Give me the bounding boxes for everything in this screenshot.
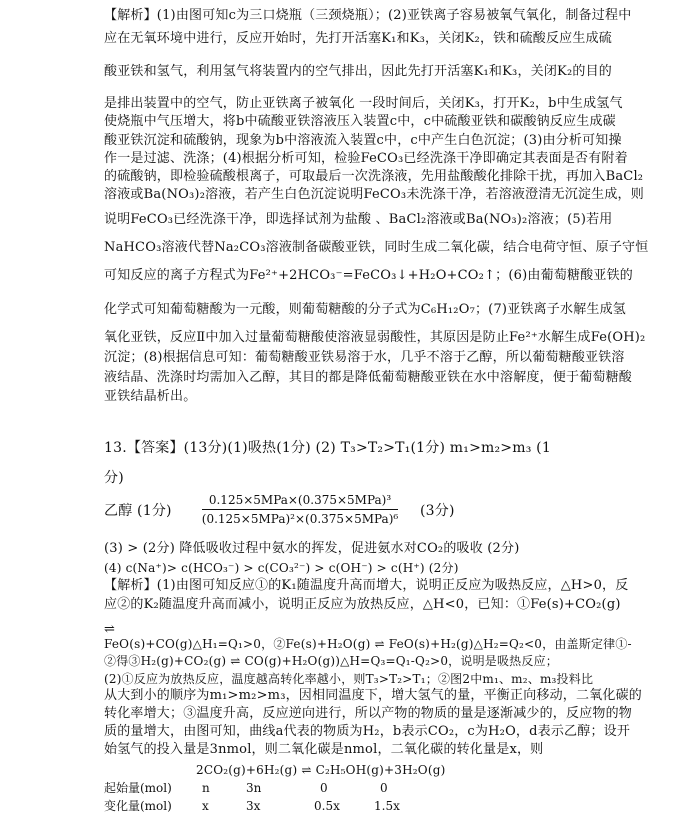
equilibrium-constant-fraction <box>200 493 400 526</box>
q13-analysis-line-8: 质的量增大，由图可知，曲线a代表的物质为H₂，b表示CO₂，c为H₂O，d表示乙醇；设开 <box>104 724 631 739</box>
cell-initial-ethanol: 0 <box>320 781 328 795</box>
q13-analysis-line-5: (2)①反应为放热反应，温度越高转化率越小，则T₃>T₂>T₁；②图2中m₁、m₂、m₃投料比 <box>104 672 594 686</box>
cell-initial-water: 0 <box>380 781 388 795</box>
q12-line-17: 亚铁结晶析出。 <box>104 389 197 404</box>
equilibrium-arrow: ⇌ <box>104 622 115 637</box>
q13-analysis-line-6: 从大到小的顺序为m₁>m₂>m₃，因相同温度下，增大氢气的量，平衡正向移动，二氧化碳的 <box>104 688 643 703</box>
q12-line-9: 溶液或Ba(NO₃)₂溶液，若产生白色沉淀说明FeCO₃未洗涤干净，若溶液澄清无沉淀生成，则 <box>104 187 644 202</box>
cell-change-h2: 3x <box>246 799 261 813</box>
fraction-score: (3分) <box>420 503 455 519</box>
q13-analysis-line-7: 转化率增大；③温度升高，反应逆向进行，所以产物的物质的量是逐渐减少的，反应物的物 <box>104 706 633 721</box>
q12-line-1: 【解析】(1)由图可知c为三口烧瓶（三颈烧瓶）；(2)亚铁离子容易被氧气氧化，制备过程中 <box>104 8 632 23</box>
q13-answer-line-2: 分) <box>104 470 124 486</box>
q12-line-6: 酸亚铁沉淀和硫酸钠，现象为b中溶液流入装置c中，c中产生白色沉淀；(3)由分析可知操 <box>104 133 622 148</box>
ethanol-label: 乙醇 (1分) <box>104 503 172 519</box>
fraction-denominator: (0.125×5MPa)²×(0.375×5MPa)⁶ <box>201 512 399 526</box>
row-label-change: 变化量(mol) <box>104 799 172 813</box>
q12-line-4: 是排出装置中的空气，防止亚铁离子被氧化 一段时间后，关闭K₃，打开K₂，b中生成氢气 <box>104 96 623 111</box>
cell-change-co2: x <box>202 799 209 813</box>
q12-line-8: 的硫酸钠，即检验硫酸根离子，可取最后一次洗涤液，先用盐酸酸化排除干扰，再加入BaCl₂ <box>104 169 644 184</box>
reaction-equation: 2CO₂(g)+6H₂(g) ⇌ C₂H₅OH(g)+3H₂O(g) <box>196 763 446 777</box>
q13-analysis-line-3: FeO(s)+CO(g)△H₁=Q₁>0，②Fe(s)+H₂O(g) ⇌ FeO(s)+H₂(g)△H₂=Q₂<0，由盖斯定律①- <box>104 637 632 651</box>
q12-line-10: 说明FeCO₃已经洗涤干净，即选择试剂为盐酸 、BaCl₂溶液或Ba(NO₃)₂溶液；(5)若用 <box>104 212 613 227</box>
reaction-table <box>104 780 664 816</box>
q13-analysis-line-2: 应②的K₂随温度升高而减小，说明正反应为放热反应，△H<0，已知：①Fe(s)+CO₂(g) <box>104 597 621 612</box>
q13-answer-line-4: (4) c(Na⁺)> c(HCO₃⁻) > c(CO₃²⁻) > c(OH⁻) > c(H⁺) (2分) <box>104 561 459 575</box>
row-label-initial: 起始量(mol) <box>104 781 172 795</box>
q13-answer-line-1: 13.【答案】(13分)(1)吸热(1分) (2) T₃>T₂>T₁(1分) m₁>m₂>m₃ (1 <box>104 440 551 456</box>
cell-initial-h2: 3n <box>246 781 262 795</box>
q12-line-13: 化学式可知葡萄糖酸为一元酸，则葡萄糖酸的分子式为C₆H₁₂O₇；(7)亚铁离子水解生成氢 <box>104 302 627 317</box>
q13-answer-line-3: (3) > (2分) 降低吸收过程中氨水的挥发，促进氨水对CO₂的吸收 (2分) <box>104 541 520 556</box>
q12-line-2: 应在无氧环境中进行，反应开始时，先打开活塞K₁和K₃，关闭K₂，铁和硫酸反应生成硫 <box>104 31 612 46</box>
cell-initial-co2: n <box>202 781 210 795</box>
q12-line-5: 使烧瓶中气压增大，将b中硫酸亚铁溶液压入装置c中，c中硫酸亚铁和碳酸钠反应生成碳 <box>104 114 616 129</box>
cell-change-ethanol: 0.5x <box>314 799 340 813</box>
q12-line-12: 可知反应的离子方程式为Fe²⁺+2HCO₃⁻=FeCO₃↓+H₂O+CO₂↑；(6)由葡萄糖酸亚铁的 <box>104 268 633 283</box>
q12-line-16: 液结晶、洗涤时均需加入乙醇，其目的都是降低葡萄糖酸亚铁在水中溶解度，便于葡萄糖酸 <box>104 370 633 385</box>
q12-line-14: 氧化亚铁，反应Ⅱ中加入过量葡萄糖酸使溶液显弱酸性，其原因是防止Fe²⁺水解生成Fe(OH)₂ <box>104 330 646 345</box>
q12-line-7: 作一是过滤、洗涤；(4)根据分析可知，检验FeCO₃已经洗涤干净即确定其表面是否有附着 <box>104 151 628 166</box>
q12-line-3: 酸亚铁和氢气，利用氢气将装置内的空气排出，因此先打开活塞K₁和K₃，关闭K₂的目的 <box>104 64 612 79</box>
fraction-numerator: 0.125×5MPa×(0.375×5MPa)³ <box>208 493 392 507</box>
q12-line-15: 沉淀；(8)根据信息可知：葡萄糖酸亚铁易溶于水，几乎不溶于乙醇，所以葡萄糖酸亚铁溶 <box>104 350 625 365</box>
q13-analysis-line-9: 始氢气的投入量是3nmol，则二氧化碳是nmol，二氧化碳的转化量是x，则 <box>104 742 544 757</box>
q13-analysis-line-1: 【解析】(1)由图可知反应①的K₁随温度升高而增大，说明正反应为吸热反应，△H>0，反 <box>104 578 629 593</box>
q13-analysis-line-4: ②得③H₂(g)+CO₂(g) ⇌ CO(g)+H₂O(g))△H=Q₃=Q₁-Q₂>0，说明是吸热反应； <box>104 654 558 668</box>
cell-change-water: 1.5x <box>374 799 400 813</box>
q12-line-11: NaHCO₃溶液代替Na₂CO₃溶液制备碳酸亚铁，同时生成二氧化碳，结合电荷守恒、原子守恒 <box>104 240 649 255</box>
